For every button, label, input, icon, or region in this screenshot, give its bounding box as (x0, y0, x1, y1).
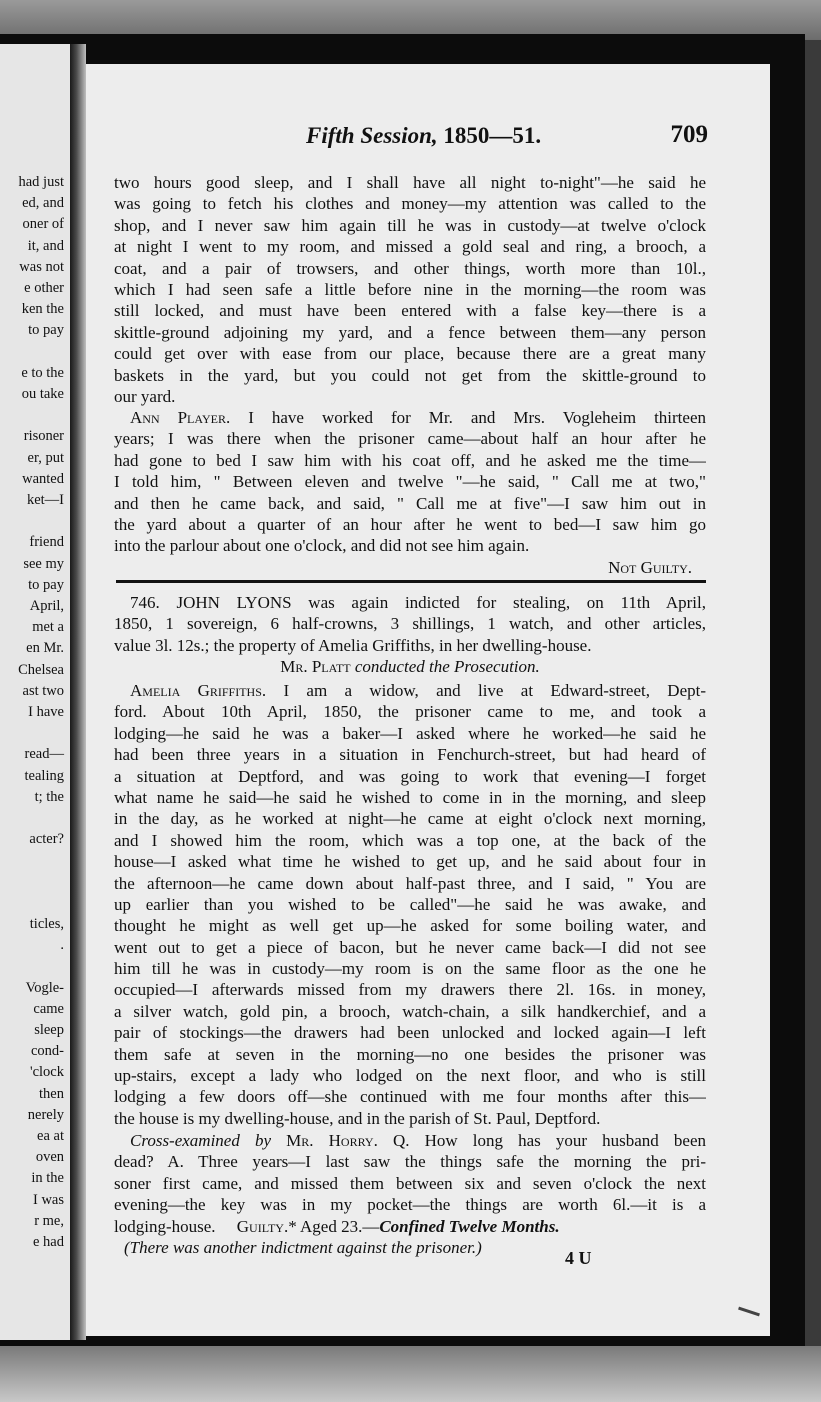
text-line: what name he said—he said he wished to come in in the morning, and sleep (114, 787, 706, 807)
left-page-fragment: see my (23, 555, 64, 572)
left-page-fragment: had just (18, 174, 64, 190)
left-page-fragment: Vogle- (25, 979, 64, 996)
witness-name: Ann Player. (130, 408, 231, 427)
text-line: soner first came, and missed them between six and seven o'clock the next (114, 1173, 706, 1193)
text-line: went out to get a piece of bacon, but he never came back—I did not see (114, 937, 706, 957)
left-page-fragment: I was (32, 1191, 64, 1208)
running-head: Fifth Session, 1850—51. (306, 123, 542, 148)
left-page-fragment: to pay (28, 322, 64, 339)
text-line: could get over with ease from our place, because there are a great many (114, 344, 706, 364)
text-line: lodging—he said he was a baker—I asked where he worked—he said he (114, 723, 706, 743)
text-line: and then he came back, and said, " Call me at five"—I saw him out in (114, 493, 706, 513)
case-746 (114, 592, 706, 678)
page-number: 709 (670, 121, 708, 148)
left-page-fragment: ast two (22, 682, 64, 699)
left-page-fragment: 'clock (29, 1064, 64, 1081)
testimony-amelia-griffiths (114, 680, 706, 1129)
left-page-fragment: to pay (28, 576, 64, 593)
text-line: 1850, 1 sovereign, 6 half-crowns, 3 shillings, 1 watch, and other articles, (114, 614, 706, 634)
cross-examination (114, 1130, 706, 1258)
text-line: pair of stockings—the drawers had been unlocked and locked again—I left (114, 1023, 706, 1043)
page-header (120, 123, 710, 153)
text-line: a silver watch, gold pin, a brooch, watch-chain, a silk handkerchief, and a (114, 1001, 706, 1021)
left-page-fragment: t; the (34, 788, 64, 805)
left-page-fragment: ken the (21, 301, 64, 318)
left-page-fragment: er, put (27, 449, 64, 466)
text-line: which I had seen safe a little before nine in the morning—the room was (114, 279, 706, 299)
session-year: 1850—51. (443, 123, 542, 148)
left-page-fragment: e to the (21, 364, 64, 381)
text-line: two hours good sleep, and I shall have all night to-night"—he said he (114, 173, 706, 192)
left-page-fragment: sleep (34, 1022, 64, 1038)
text-line: years; I was there when the prisoner came—about half an hour after he (114, 429, 706, 449)
case-divider-rule (116, 580, 706, 583)
text-line: house—I asked what time he wished to get up, and he said about four in (114, 852, 706, 872)
left-page-fragment: nerely (27, 1106, 64, 1123)
left-page-fragment: it, and (27, 237, 64, 254)
left-page-fragment: r me, (34, 1212, 64, 1229)
text-line: in the day, as he worked at night—he came at eight o'clock next morning, (114, 809, 706, 829)
left-page-fragment: friend (29, 534, 64, 551)
left-page-fragment: came (33, 1000, 64, 1017)
text-line: into the parlour about one o'clock, and did not see him again. (114, 536, 530, 556)
text-line: Ann Player. I have worked for Mr. and Mrs. Vogleheim thirteen (130, 408, 706, 427)
text-line: coat, and a pair of trowsers, and other things, worth more than 10l., (114, 258, 706, 278)
left-page-fragment: read— (24, 746, 64, 763)
prosecution-note: Mr. Platt conducted the Prosecution. (280, 657, 540, 677)
left-page-fragment: en Mr. (26, 640, 64, 657)
signature-mark: 4 U (565, 1248, 592, 1268)
text-line: had gone to bed I saw him with his coat off, and he asked me the time— (114, 450, 706, 470)
left-page-fragment: . (60, 937, 64, 954)
text-line: was going to fetch his clothes and money—my attention was called to the (114, 194, 706, 214)
text-line: dead? A. Three years—I last saw the things safe the morning the pri- (114, 1152, 706, 1172)
text-line: at night I went to my room, and missed a gold seal and ring, a brooch, a (114, 237, 706, 257)
witness-name: Amelia Griffiths. (130, 681, 267, 700)
text-line: Cross-examined by Mr. Horry. Q. How long has your husband been (130, 1131, 706, 1150)
left-page-fragment: I have (28, 704, 64, 720)
left-page-fragment: e had (33, 1234, 64, 1250)
text-line: our yard. (114, 386, 176, 406)
text-line: the afternoon—he came down about half-past three, and I said, " You are (114, 873, 706, 893)
text-line: the yard about a quarter of an hour after he went to bed—I saw him go (114, 514, 706, 534)
text-line: I told him, " Between eleven and twelve "—he said, " Call me at two," (114, 472, 706, 492)
verdict: Guilty.* (236, 1216, 297, 1236)
indictment-note: (There was another indictment against the prisoner.) (124, 1237, 482, 1257)
text-line: shop, and I never saw him again till he was in custody—at twelve o'clock (114, 215, 706, 235)
left-page-fragment: risoner (23, 428, 64, 445)
verdict-line: lodging-house. Guilty.* Aged 23.—Confined Twelve Months. (114, 1216, 560, 1236)
text-line: the house is my dwelling-house, and in the parish of St. Paul, Deptford. (114, 1108, 601, 1128)
left-page-fragment: April, (29, 598, 64, 614)
text-line: and I showed him the room, which was a top one, at the back of the (114, 830, 706, 850)
text-line: occupied—I afterwards missed from my drawers there 2l. 16s. in money, (114, 980, 706, 1000)
left-page-edge (0, 44, 70, 1340)
left-page-fragment: tealing (24, 767, 64, 784)
book-gutter (70, 44, 86, 1340)
left-page-fragment: Chelsea (18, 661, 64, 678)
left-page-fragment: ket—I (26, 492, 64, 508)
text-line: still locked, and must have been entered with a false key—there is a (114, 301, 706, 321)
verdict: Not Guilty. (608, 557, 692, 577)
left-page-fragment: acter? (29, 831, 64, 848)
text-line: him till he was in custody—my room is on the same floor as the one he (114, 959, 706, 979)
sentence: Confined Twelve Months. (379, 1216, 560, 1236)
text-line: a situation at Deptford, and was going to work that evening—I forget (114, 766, 706, 786)
text-line: baskets in the yard, but you could not get from the skittle-ground to (114, 365, 706, 385)
counsel-name: Mr. Horry. (286, 1131, 378, 1150)
text-line: them safe at seven in the morning—no one besides the prisoner was (114, 1044, 706, 1064)
left-page-fragment: e other (24, 280, 64, 296)
text-line: thought he might as well get up—he asked for some boiling water, and (114, 916, 706, 936)
text-line: Amelia Griffiths. I am a widow, and live at Edward-street, Dept- (130, 681, 706, 700)
left-page-fragment: then (39, 1085, 64, 1102)
text-line: up earlier than you wished to be called"—he said he was awake, and (114, 894, 706, 914)
left-page-fragment: oven (35, 1149, 64, 1166)
text-line: had been three years in a situation in Fenchurch-street, but had heard of (114, 745, 706, 765)
left-page-fragment: ea at (37, 1128, 64, 1144)
testimony-continuation (114, 172, 706, 407)
text-line: up-stairs, except a lady who lodged on the next floor, and who is still (114, 1066, 706, 1086)
testimony-ann-player (114, 407, 706, 578)
text-line: evening—the key was in my pocket—the things are worth 6l.—it is a (114, 1195, 706, 1215)
left-page-fragment: was not (19, 258, 64, 275)
text-line: skittle-ground adjoining my yard, and a fence between them—any person (114, 322, 706, 342)
text-line: ford. About 10th April, 1850, the prisoner came to me, and took a (114, 702, 706, 722)
text-line: lodging a few doors off—she continued with me four months after this— (114, 1087, 706, 1107)
case-heading: 746. JOHN LYONS was again indicted for stealing, on 11th April, (130, 593, 706, 612)
left-page-fragment: ticles, (29, 916, 64, 932)
left-page-fragment: ou take (21, 386, 64, 402)
left-page-fragment: cond- (30, 1043, 64, 1060)
left-page-fragment: wanted (22, 470, 64, 487)
left-page-fragment: met a (32, 619, 64, 636)
left-page-fragment: ed, and (22, 195, 64, 212)
text-line: value 3l. 12s.; the property of Amelia Griffiths, in her dwelling-house. (114, 635, 592, 655)
left-page-fragment: in the (31, 1170, 64, 1187)
scanner-bottom-band (0, 1346, 821, 1402)
left-page-fragment: oner of (22, 216, 64, 233)
